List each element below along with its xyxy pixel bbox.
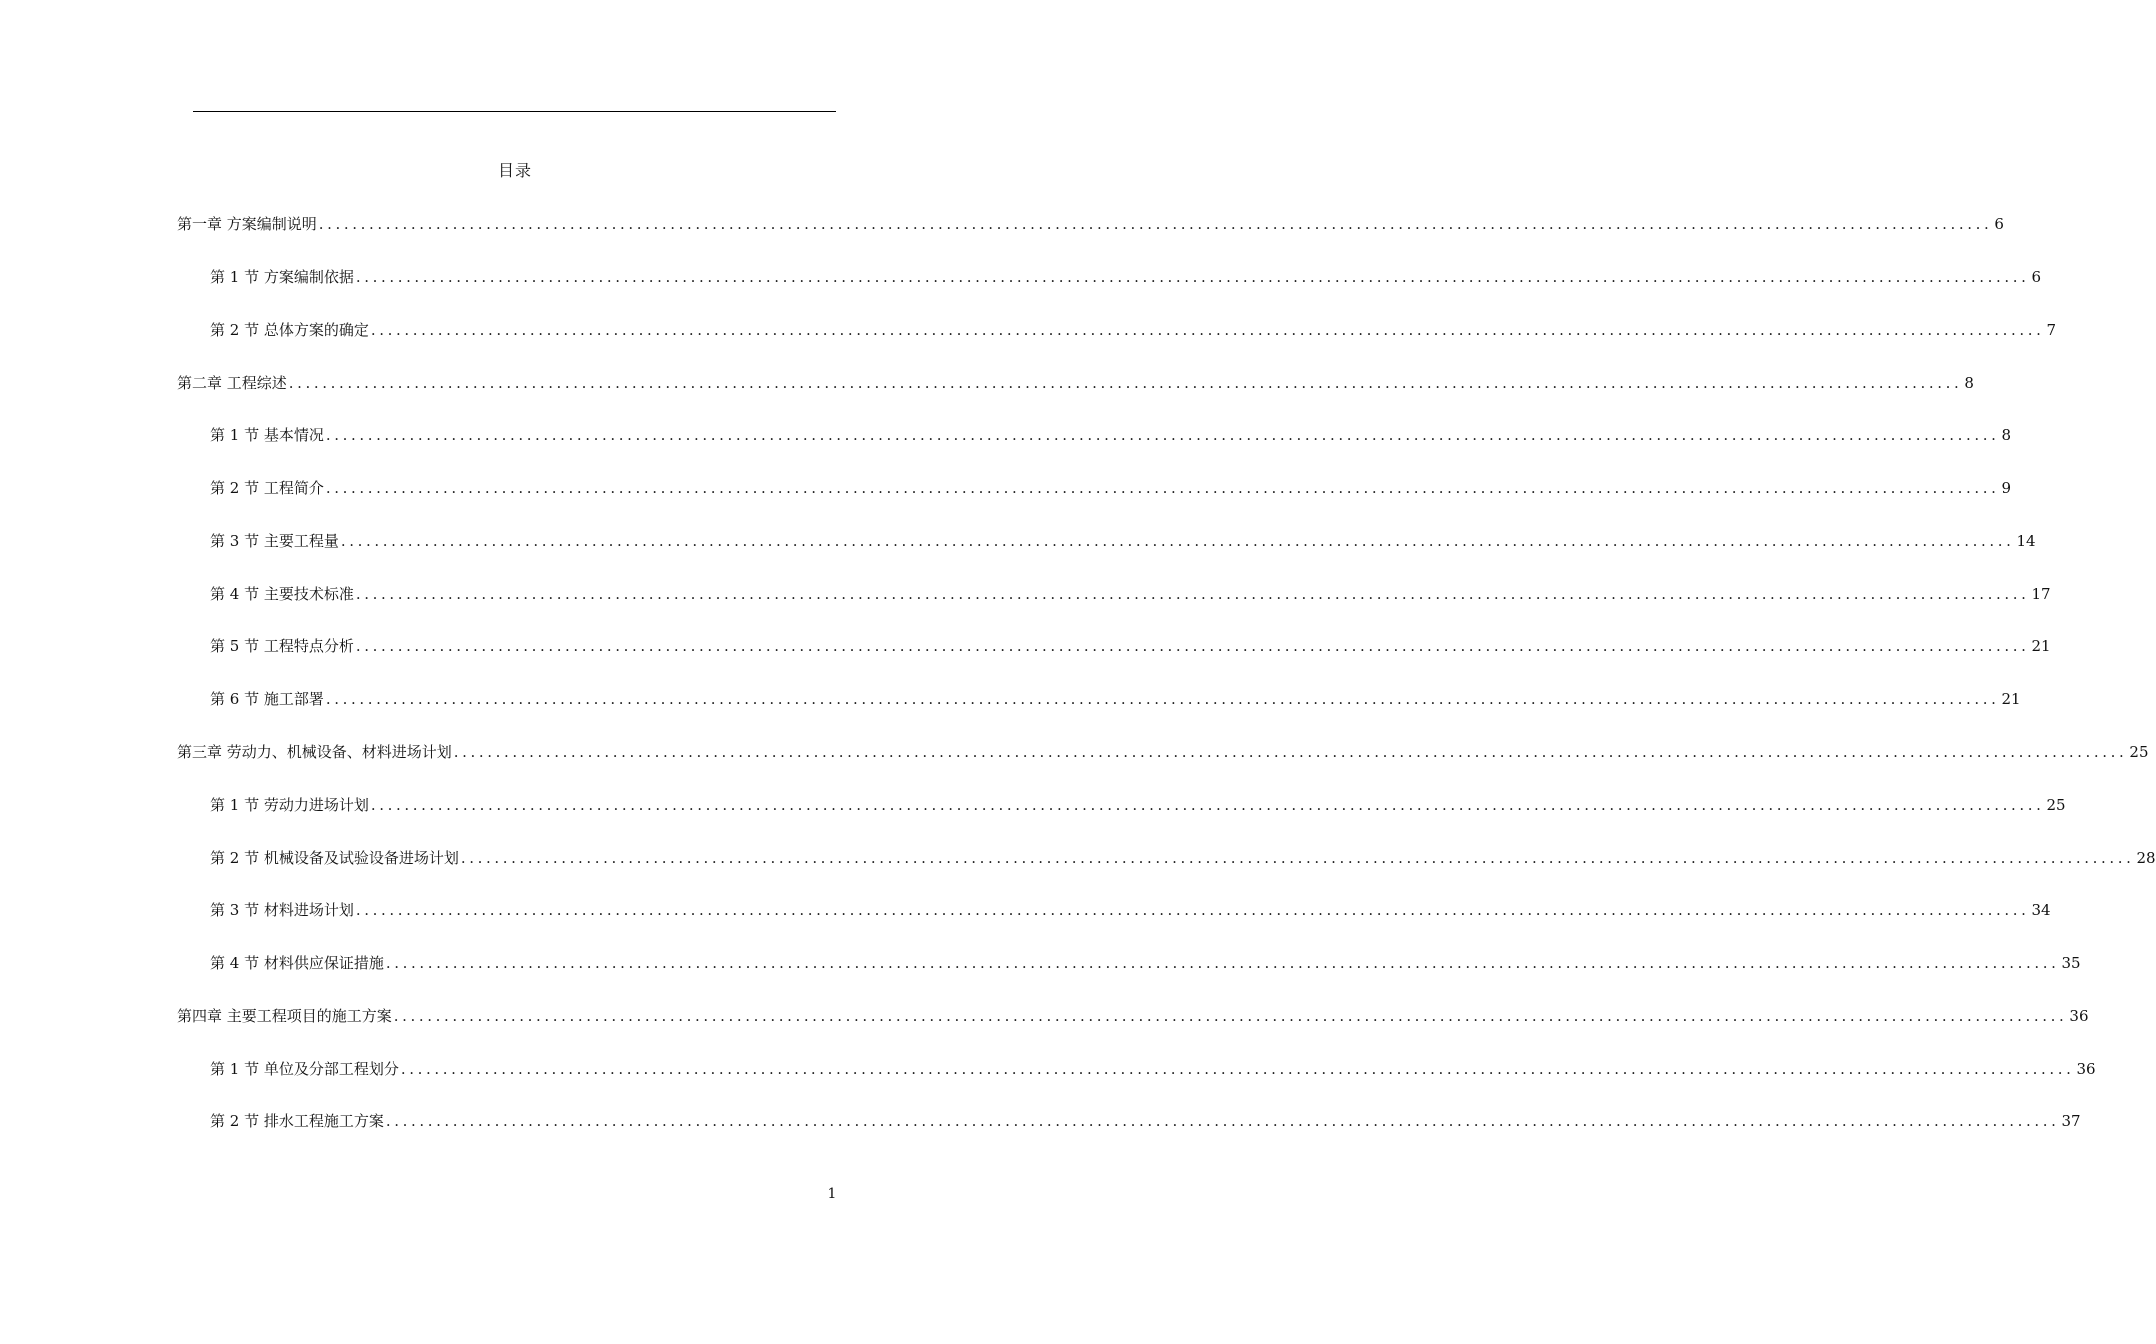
toc-entry-page: 7 — [2046, 321, 2057, 339]
toc-entry-section-3-2[interactable] — [210, 844, 2156, 868]
toc-entry-label: 第 3 节 材料进场计划 — [210, 901, 354, 919]
toc-entry-label: 第 2 节 工程简介 — [210, 479, 324, 497]
toc-entry-chapter-3[interactable] — [177, 738, 2149, 762]
toc-dot-leader: ........................................................................................................................................................................................................ — [355, 637, 2030, 655]
toc-entry-label: 第 1 节 单位及分部工程划分 — [210, 1060, 399, 1078]
toc-entry-section-2-2[interactable] — [210, 474, 2012, 498]
toc-entry-label: 第 5 节 工程特点分析 — [210, 637, 354, 655]
toc-entry-section-2-4[interactable] — [210, 580, 2051, 604]
toc-entry-label: 第 4 节 材料供应保证措施 — [210, 954, 384, 972]
toc-entry-label: 第 2 节 机械设备及试验设备进场计划 — [210, 849, 459, 867]
toc-dot-leader: ........................................................................................................................................................................................................ — [385, 954, 2060, 972]
toc-entry-page: 6 — [1994, 215, 2004, 233]
toc-entry-page: 9 — [2001, 479, 2012, 497]
toc-dot-leader: ........................................................................................................................................................................................................ — [453, 743, 2128, 761]
toc-entry-label: 第 4 节 主要技术标准 — [210, 585, 354, 603]
toc-entry-page: 36 — [2076, 1060, 2096, 1078]
toc-entry-page: 28 — [2136, 849, 2156, 867]
toc-entry-page: 36 — [2069, 1007, 2089, 1025]
page-title: 目录 — [497, 161, 532, 180]
toc-entry-section-2-1[interactable] — [210, 421, 2012, 445]
toc-entry-section-1-2[interactable] — [210, 316, 2057, 340]
toc-entry-page: 8 — [1964, 374, 1974, 392]
toc-entry-chapter-4[interactable] — [177, 1002, 2089, 1026]
toc-dot-leader: ........................................................................................................................................................................................................ — [355, 901, 2030, 919]
toc-dot-leader: ........................................................................................................................................................................................................ — [460, 849, 2135, 867]
toc-dot-leader: ........................................................................................................................................................................................................ — [393, 1007, 2068, 1025]
toc-dot-leader: ........................................................................................................................................................................................................ — [385, 1112, 2060, 1130]
toc-entry-page: 21 — [2031, 637, 2051, 655]
toc-entry-label: 第 3 节 主要工程量 — [210, 532, 339, 550]
toc-entry-label: 第 2 节 总体方案的确定 — [210, 321, 369, 339]
toc-dot-leader: ........................................................................................................................................................................................................ — [370, 321, 2045, 339]
toc-entry-page: 21 — [2001, 690, 2021, 708]
toc-entry-label: 第四章 主要工程项目的施工方案 — [177, 1007, 392, 1025]
toc-entry-page: 35 — [2061, 954, 2081, 972]
toc-dot-leader: ........................................................................................................................................................................................................ — [355, 585, 2030, 603]
toc-entry-page: 37 — [2061, 1112, 2081, 1130]
toc-entry-section-2-3[interactable] — [210, 527, 2036, 551]
toc-entry-page: 14 — [2016, 532, 2036, 550]
toc-dot-leader: ........................................................................................................................................................................................................ — [325, 479, 2000, 497]
toc-entry-section-4-2[interactable] — [210, 1107, 2081, 1131]
toc-entry-label: 第三章 劳动力、机械设备、材料进场计划 — [177, 743, 452, 761]
toc-entry-page: 6 — [2031, 268, 2042, 286]
toc-entry-label: 第 1 节 基本情况 — [210, 426, 324, 444]
toc-dot-leader: ........................................................................................................................................................................................................ — [340, 532, 2015, 550]
toc-entry-label: 第 1 节 劳动力进场计划 — [210, 796, 369, 814]
toc-dot-leader: ........................................................................................................................................................................................................ — [318, 215, 1993, 233]
toc-entry-chapter-2[interactable] — [177, 369, 1974, 393]
toc-entry-page: 34 — [2031, 901, 2051, 919]
toc-dot-leader: ........................................................................................................................................................................................................ — [370, 796, 2045, 814]
toc-entry-section-4-1[interactable] — [210, 1055, 2096, 1079]
toc-entry-section-3-1[interactable] — [210, 791, 2066, 815]
toc-entry-label: 第 6 节 施工部署 — [210, 690, 324, 708]
toc-entry-page: 25 — [2046, 796, 2066, 814]
toc-entry-label: 第一章 方案编制说明 — [177, 215, 317, 233]
toc-entry-page: 8 — [2001, 426, 2012, 444]
toc-dot-leader: ........................................................................................................................................................................................................ — [288, 374, 1963, 392]
toc-entry-chapter-1[interactable] — [177, 210, 2004, 234]
toc-dot-leader: ........................................................................................................................................................................................................ — [325, 426, 2000, 444]
toc-entry-section-1-1[interactable] — [210, 263, 2042, 287]
toc-entry-section-3-4[interactable] — [210, 949, 2081, 973]
toc-dot-leader: ........................................................................................................................................................................................................ — [400, 1060, 2075, 1078]
toc-entry-section-2-5[interactable] — [210, 632, 2051, 656]
toc-dot-leader: ........................................................................................................................................................................................................ — [325, 690, 2000, 708]
toc-entry-label: 第 2 节 排水工程施工方案 — [210, 1112, 384, 1130]
toc-entry-section-3-3[interactable] — [210, 896, 2051, 920]
toc-entry-page: 17 — [2031, 585, 2051, 603]
toc-entry-page: 25 — [2129, 743, 2149, 761]
page-number: 1 — [827, 1186, 837, 1202]
toc-entry-label: 第 1 节 方案编制依据 — [210, 268, 354, 286]
toc-entry-section-2-6[interactable] — [210, 685, 2021, 709]
toc-entry-label: 第二章 工程综述 — [177, 374, 287, 392]
toc-dot-leader: ........................................................................................................................................................................................................ — [355, 268, 2030, 286]
